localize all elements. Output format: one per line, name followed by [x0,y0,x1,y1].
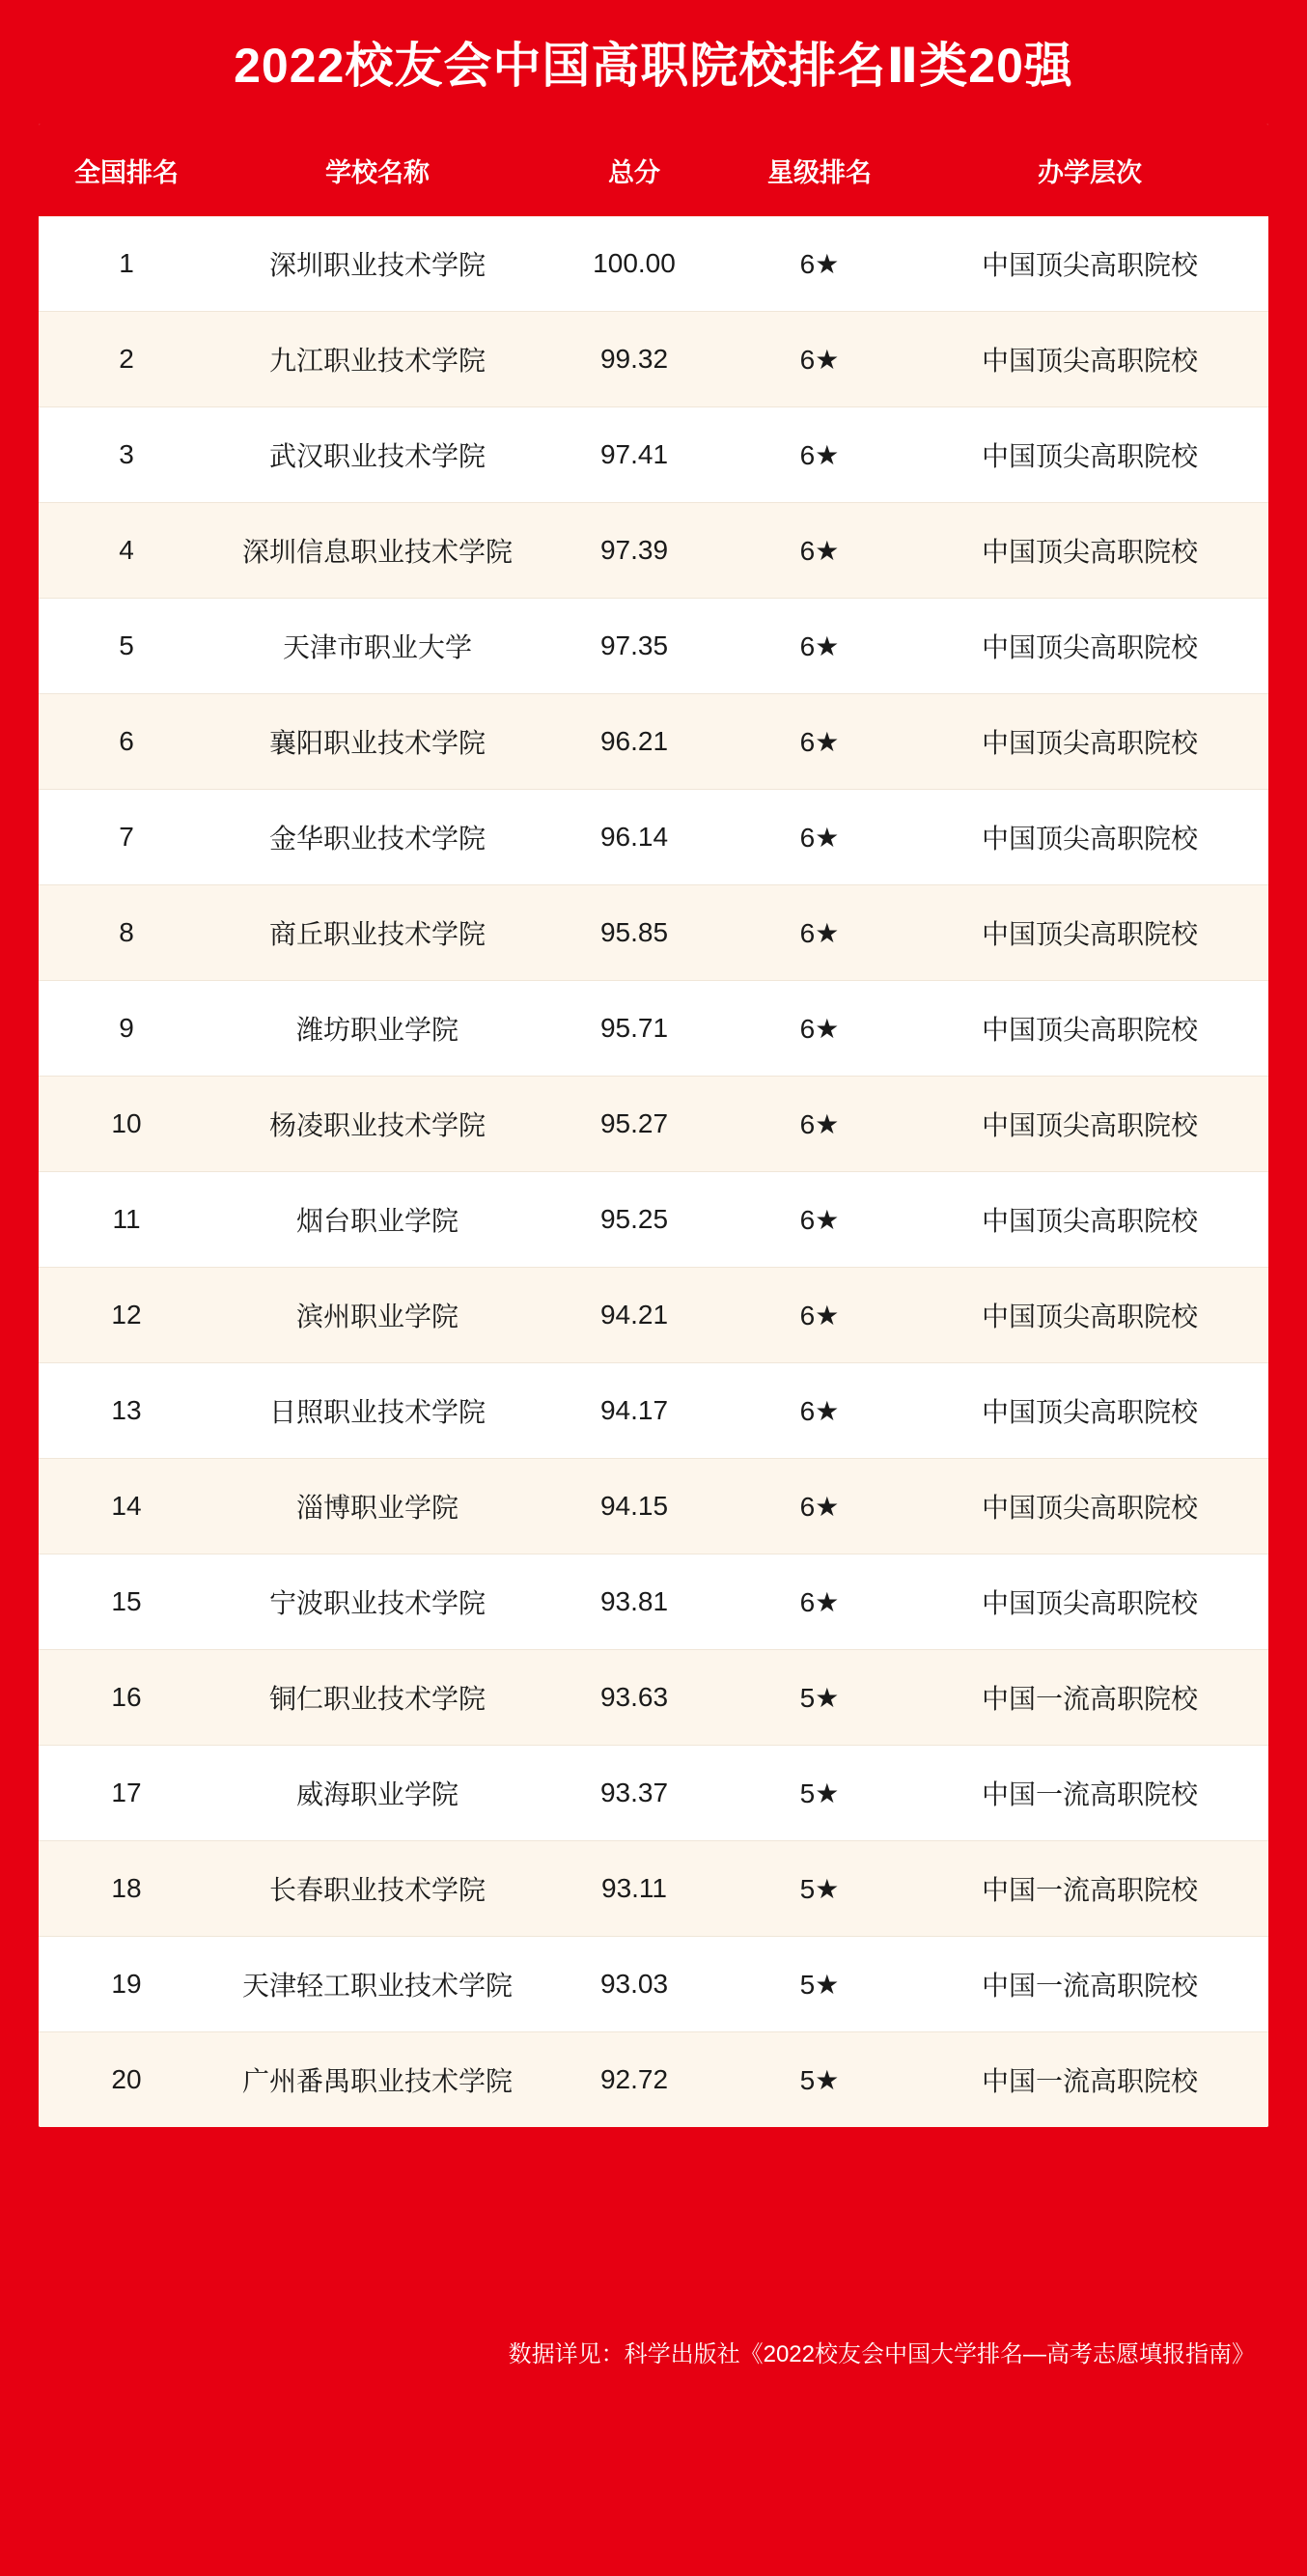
cell-name: 淄博职业学院 [295,1493,459,1523]
cell-score: 97.35 [599,630,669,660]
column-header-level: 办学层次 [1038,157,1142,187]
table-row [39,312,1268,407]
cell-name: 长春职业技术学院 [268,1875,486,1905]
cell-score: 95.25 [599,1204,669,1234]
cell-rank: 20 [111,2064,142,2094]
cell-star: 6★ [799,917,840,948]
table-row [39,407,1268,503]
table-row [39,1268,1268,1363]
cell-name: 天津市职业大学 [282,632,472,662]
cell-star: 6★ [799,1300,840,1330]
cell-name: 杨凌职业技术学院 [268,1110,486,1140]
cell-score: 97.41 [599,439,669,469]
column-header-score: 总分 [608,157,660,187]
cell-star: 5★ [799,1778,840,1808]
cell-star: 6★ [799,1013,840,1044]
cell-rank: 14 [111,1491,142,1521]
cell-score: 95.71 [599,1013,669,1043]
cell-star: 6★ [799,1108,840,1139]
table-row [39,216,1268,312]
table-row [39,503,1268,599]
cell-score: 94.15 [599,1491,669,1521]
cell-rank: 17 [111,1778,142,1807]
cell-rank: 11 [112,1204,141,1234]
cell-name: 滨州职业学院 [295,1302,459,1331]
cell-rank: 2 [119,344,134,374]
cell-rank: 3 [119,439,134,469]
table-row [39,1746,1268,1841]
cell-star: 6★ [799,439,840,470]
column-header-star: 星级排名 [767,157,872,187]
cell-level: 中国顶尖高职院校 [981,728,1198,758]
cell-level: 中国顶尖高职院校 [981,441,1198,471]
cell-level: 中国顶尖高职院校 [981,632,1198,662]
cell-rank: 19 [111,1969,142,1999]
cell-score: 93.81 [599,1586,669,1616]
cell-name: 商丘职业技术学院 [268,919,486,949]
cell-score: 95.85 [599,917,669,947]
table-row [39,2032,1268,2127]
cell-level: 中国顶尖高职院校 [981,1015,1198,1045]
cell-star: 6★ [799,726,840,757]
cell-rank: 4 [119,535,134,565]
cell-score: 97.39 [599,535,669,565]
cell-level: 中国顶尖高职院校 [981,1397,1198,1427]
cell-score: 100.00 [593,248,676,278]
cell-rank: 16 [111,1682,142,1712]
cell-star: 5★ [799,1873,840,1904]
cell-level: 中国顶尖高职院校 [981,824,1198,854]
cell-rank: 10 [111,1108,142,1138]
cell-star: 6★ [799,1395,840,1426]
cell-score: 93.11 [601,1873,667,1903]
cell-name: 天津轻工职业技术学院 [241,1971,513,2001]
cell-score: 95.27 [599,1108,669,1138]
table-row [39,1172,1268,1268]
cell-name: 襄阳职业技术学院 [268,728,486,758]
ranking-table [39,124,1268,2127]
cell-name: 九江职业技术学院 [268,346,486,376]
table-row [39,981,1268,1077]
cell-star: 5★ [799,1969,840,2000]
cell-score: 93.03 [599,1969,669,1999]
cell-score: 92.72 [599,2064,669,2094]
cell-rank: 8 [119,917,134,947]
source-note: 数据详见：科学出版社《2022校友会中国大学排名—高考志愿填报指南》 [508,2341,1255,2367]
column-header-name: 学校名称 [325,157,430,187]
cell-name: 潍坊职业学院 [295,1015,459,1045]
cell-score: 94.17 [599,1395,669,1425]
cell-rank: 1 [119,248,134,278]
table-row [39,599,1268,694]
table-row [39,1650,1268,1746]
cell-rank: 13 [111,1395,142,1425]
cell-star: 6★ [799,822,840,853]
cell-rank: 12 [111,1300,142,1330]
cell-name: 广州番禺职业技术学院 [241,2066,513,2096]
cell-star: 6★ [799,535,840,566]
table-row [39,1841,1268,1937]
table-row [39,694,1268,790]
cell-star: 6★ [799,630,840,661]
cell-level: 中国一流高职院校 [981,1971,1198,2001]
cell-level: 中国顶尖高职院校 [981,919,1198,949]
cell-star: 5★ [799,2064,840,2095]
footer [39,2127,1268,2576]
cell-level: 中国一流高职院校 [981,1875,1198,1905]
table-row [39,1937,1268,2032]
cell-level: 中国一流高职院校 [981,1779,1198,1809]
cell-name: 深圳信息职业技术学院 [241,537,513,567]
cell-level: 中国顶尖高职院校 [981,1493,1198,1523]
cell-name: 日照职业技术学院 [268,1397,486,1427]
cell-level: 中国一流高职院校 [981,1684,1198,1714]
cell-level: 中国顶尖高职院校 [981,250,1198,280]
cell-score: 94.21 [599,1300,669,1330]
table-header-row [39,124,1268,216]
cell-star: 5★ [799,1682,840,1713]
cell-score: 93.37 [599,1778,669,1807]
cell-star: 6★ [799,1204,840,1235]
cell-level: 中国顶尖高职院校 [981,1110,1198,1140]
cell-score: 93.63 [599,1682,669,1712]
cell-name: 武汉职业技术学院 [268,441,486,471]
cell-rank: 18 [111,1873,142,1903]
cell-rank: 6 [119,726,134,756]
cell-name: 烟台职业学院 [295,1206,459,1236]
cell-rank: 15 [111,1586,142,1616]
cell-star: 6★ [799,248,840,279]
cell-star: 6★ [799,344,840,375]
table-row [39,1077,1268,1172]
table-row [39,1554,1268,1650]
table-row [39,1459,1268,1554]
cell-name: 深圳职业技术学院 [268,250,486,280]
cell-score: 99.32 [599,344,669,374]
table-row [39,885,1268,981]
cell-name: 宁波职业技术学院 [268,1588,486,1618]
cell-name: 威海职业学院 [295,1779,459,1809]
cell-star: 6★ [799,1491,840,1522]
cell-score: 96.21 [599,726,669,756]
cell-level: 中国一流高职院校 [981,2066,1198,2096]
cell-level: 中国顶尖高职院校 [981,537,1198,567]
cell-name: 铜仁职业技术学院 [268,1684,486,1714]
cell-rank: 5 [119,630,134,660]
cell-level: 中国顶尖高职院校 [981,1206,1198,1236]
column-header-rank: 全国排名 [74,157,179,187]
cell-level: 中国顶尖高职院校 [981,1588,1198,1618]
cell-rank: 7 [119,822,134,852]
page-title: 2022校友会中国高职院校排名Ⅱ类20强 [234,39,1073,93]
cell-score: 96.14 [599,822,669,852]
title-bar [39,0,1268,124]
cell-level: 中国顶尖高职院校 [981,346,1198,376]
cell-rank: 9 [119,1013,134,1043]
cell-level: 中国顶尖高职院校 [981,1302,1198,1331]
table-row [39,790,1268,885]
cell-star: 6★ [799,1586,840,1617]
cell-name: 金华职业技术学院 [268,824,486,854]
table-row [39,1363,1268,1459]
